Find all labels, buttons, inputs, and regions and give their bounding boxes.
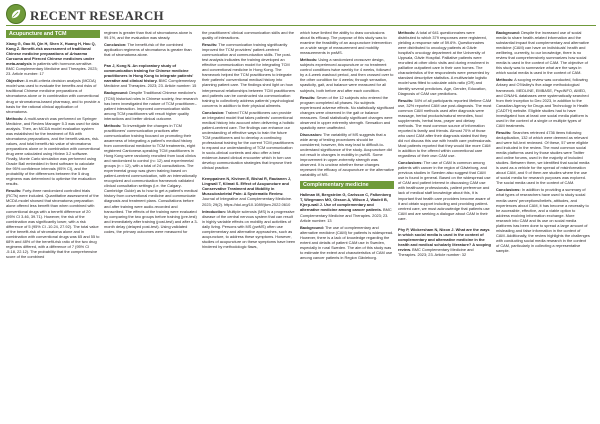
abstract-background: Background: Despite Traditional Chinese medicine's (TCM) historical roles in Chinese society, few research has been investigated the nature of TCM practitioner–patient interaction. Improved communication skills among TCM practitioners will result higher quality interactions and better clinical outcome.: [104, 90, 198, 121]
abstract-continued: the practitioners' clinical communication skills and the quality of interactions.: [202, 30, 294, 41]
abstract-results: Results: Seven of the 12 subjects who entered the program completed all phases. No subjects experienced adverse effects. No statistically significant changes were observed in the gait or balance measures. Small statistically significant changes were observed in upper extremity strength. Sensation and spasticity were unaffected.: [300, 94, 394, 130]
abstract-methods: Methods: A total of 641 questionnaires were distributed to which 379 responses were registered, yielding a response rate of 59.6%. Questionnaires were distributed to oncology patients at Gävle hospital's oncology department at the University of Uppsala, Gävle Hospital. Palliative patients were recruited at other clinic visits and during enrolment in palliative outpatient care in their own homes. The characteristics of the respondents were presented by standard descriptive statistics. A multivariate logistic model was fitted to calculate odds ratio (OR) and identify several predictors. Age, Gender, Education, Diagnosis of CAM use predictions.: [398, 30, 490, 96]
citation-2: [104, 63, 198, 88]
abstract-methods: Methods: Using a randomized crossover design, subjects experienced acupuncture or no treatment control conditions twice weekly for 4 weeks, followed by a 4-week washout period, and then crossed over to the other condition for 4 weeks; through sensation, spasticity, gait, and balance were measured for all subjects, both before and after each condition.: [300, 57, 394, 93]
column-5: [398, 30, 492, 420]
abstract-methods: Methods: To investigate the changes in TCM practitioners' communication practices after communication training focused on promoting their awareness of integrating a patient's medical history from conventional medicine to TCM treatments, eight registered Cantonese-speaking TCM practitioners in Hong Kong were randomly recruited from local clinics and randomized to control (n= 12) and experimental groups (n = 12), with a total of 24 consultations. The experimental group was given training based on patient-centred communication, with an internationally recognized and communication framework validated clinical consultation settings (i.e. the Calgary-Cambridge Guide) as to how to get a patient's medical history from conventional medicine and communicate diagnosis and treatment plans. Consultations before and after training were audio-recorded and transcribed. The effects of the training were evaluated by comparing the two groups before training (pre-test) and immediately after training (post-test) and after a 3-month delay (delayed post-test). Using validated codes, the primary outcomes were measured for: [104, 122, 198, 234]
citation-authors: Xiang G, Gao M, Qin H, Shen X, Huang H, Hou Q, Kang Z. Benefit-risk assessment of traditional Chinese medicine preparations of: [6, 41, 96, 57]
abstract-results: Results: Forty-three randomized controlled trials (RCTs) were included. Quantitative assessment of the MCDA model showed that stromatoma preparation alone offered less benefit than when combined with conventional drugs with a benefit difference of 20 (95% CI 3.46, 39.71). However, the risk of the combination was significantly lower, with a risk difference of 5 (95% CI -10.24, 27.92). The total value of the benefit-risk of stromatoma alone and in combination with conventional drugs was 65 and 55 to 68% and 48% of the benefit-risk ratio of the two drug regimens differed, with a difference of 7 (95% CI -5.18, 22.12). The probability that the comprehensive score of the combined: [6, 188, 100, 259]
section-heading-acupuncture: Acupuncture and TCM: [6, 30, 100, 38]
citation-5: [398, 227, 492, 257]
column-6: [496, 30, 590, 420]
abstract-introduction: Introduction: Multiple sclerosis (MS) is a progressive disease of the central nervous system that can result in highly variable effects on mobility and activities of daily living. Persons with MS (pwMS) often use complementary and alternative approaches, such as acupuncture, to address these symptoms. However, studies of acupuncture on these symptoms have been hindered by methodologic flaws,: [202, 208, 296, 249]
citation-authors: Phy P, Wickersham N, Nixon J. What are the ways in which social media is used in the context of complementary and alternative medicine in the health and medical scholarly literature? A scoping review.: [398, 226, 491, 252]
page-header: [0, 0, 600, 30]
citation-italic: Arisaema: [69, 51, 88, 57]
citation-source: in patients with hormone-sensitive. BMC Complementary Medicine and Therapies. 2023; 23. Article number: 17: [6, 61, 98, 77]
citation-authors: Pan J, Kong N. An exploratory study of communication training for Chinese medicine practitioners in Hong Kong to integrate patients' narrative and clinical history.: [104, 63, 194, 84]
abstract-methods: Methods: A scoping review was conducted, following Arksey and O'Malley's five-stage methodological framework. MEDLINE, EMBASE, PsycINFO, AMED, and CINAHL databases were systematically searched from their inception to Dec 2023, in addition to the Canadian Agency for Drugs and Technology in Health (CADTH) website. Eligible studies had to have investigated how at least one social media platform is used in the context of a single or multiple types of CAM treatments.: [496, 77, 589, 128]
citation-source: BMC Complementary Medicine and Therapies. 2023; 23. Article number: 32: [398, 246, 474, 257]
abstract-results: Results: The communication training significantly improved the TCM providers' patient-centred communication and communication skills. The post-test analysis indicates the training developed an effective communication model for integrating TCM and conventional medicine in Hong Kong. The framework helped the TCM practitioners to integrate their patients' conventional medical history into planning patient care. The findings shed light on how interpersonal relationships between TCM practitioners and patients can be constructed via communication training to collectively address patients' psychological concerns in addition to their physical ailments.: [202, 42, 295, 108]
abstract-results: Results: Searches retrieved 4736 items following deduplication, 132 of which were deemed as relevant and were full-text reviewed. Of these, 57 were eligible and included in the review. The most common social media platforms used by those studies were Twitter and online forums, used in the majority of included studies. Between them, we identified that social media is used as a vehicle for the spread of misinformation about CAM, and 9 of them are studies where the use of social media for research purposes was explored. The social media used in the context of CAM.: [496, 129, 590, 186]
citation-3: [202, 176, 296, 206]
column-3: [202, 30, 296, 420]
citation-title: Curcuma and Pierced Chinese medicines under meta-analysis: [6, 56, 95, 67]
citation-authors: Hallman M, Bergström G, Carlsson C, Falkenberg T, Wiegmann MG, Olsson A, Wilson J, Wadell B, Kjerp-wall J. Use of complementary and alternative medicine among cancer patients.: [300, 192, 392, 213]
abstract-background: Background: The use of complementary and alternative medicine (CAM) for patients is widespread. However, there is a lack of knowledge regarding the extent and details of patient CAM use in Sweden, especially in rural Sweden. The aim of this study was to estimate the extent and characteristics of CAM use among cancer patients in Region Gävleborg.: [300, 224, 394, 260]
citation-1: [6, 41, 100, 76]
abstract-conclusions: Conclusions: In addition to providing a summary of what types of researchers have used to study social media users' perceptions/beliefs, attitudes, and experiences about CAM, it has become a necessity to be accessible, effective, and a viable option to address evolving information exchange. More research into CAM and its use on social media platforms has been done to spread a large amount of misleading and false information in the context of CAM. Additionally, the review highlights the challenges with conducting social media research in the context of CAM, particularly in collecting a representative sample.: [496, 187, 590, 253]
citation-authors: Kemppainen N, Kivinen E, Bishal R, Rautanen J, Lingwall T, Klimat S. Effect of Acupuncture and Conservative Treatment and Mobility in Musculoskeletal Pain: A Systematic Review.: [202, 176, 292, 197]
citation-source: BMC Complementary Medicine and Therapies. 2023; 23. Article number: 13: [300, 207, 392, 223]
citation-source: BMC Complementary Medicine and Therapies. 2023; 23. Article number: 15: [104, 78, 197, 89]
abstract-discussion: Discussion: The variability of MS suggests that a wide array of testing procedures should be considered; however, this may lead to difficult-to-understand significance of the study. Acupuncture did not result in changes in mobility in pwMS. Some improvement in upper-extremity strength was observed. It is unclear whether these changes represent the efficacy of acupuncture or the alternative variability of MS.: [300, 131, 394, 178]
leaf-logo-icon: [6, 4, 26, 24]
abstract-background: Background: Despite the increased use of social media to share health-related information and the substantial impact that complementary and alternative medicine (CAM) can have on individuals' health and wellbeing, currently, to our knowledge, there is no review that comprehensively summarizes how social media is used in the context of CAM. The objective of this study was to summarize what are the ways in which social media is used in the context of CAM.: [496, 30, 589, 76]
section-heading-complementary: Complementary medicine: [300, 181, 394, 189]
abstract-conclusion: Conclusion: Trained TCM practitioners can provide an integrated model that takes patients' conventional medical history into account when delivering a holistic patient-centred care. The findings can enhance our understanding of effective ways to train the future TCM practitioners and to develop a continuing professional training for the current TCM practitioners to expand our understanding of TCM communication in socio-clinical contexts and also offer a best evidence-based clinical encounter which in turn can develop communication strategies that improve their clinical practice.: [202, 109, 295, 171]
citation-source: Journal of Integrative and Complementary Medicine. 2023; 29(2). https://doi.org/10.1089/jicm.2022.0610: [202, 196, 293, 207]
abstract-objective: Objective: A multi-criteria decision analysis (MCDA) model was used to evaluate the benefits and risks of traditional Chinese medicine preparations of stromatoma alone or in combination with conventional drug or stromatoma-based pharmacy, and to provide a basis for the rational clinical application of stromatoma.: [6, 78, 100, 114]
citation-4: [300, 192, 394, 222]
abstract-conclusions: Conclusions: The use of CAM is common among patients with cancer in the region of Gävleborg, and previous studies in Sweden also suggest that CAM use is found in general. Based on the widespread use of CAM and patient interest in discussing CAM use with healthcare professionals, patient preference and lack of medical staff knowledge about this, it is important that health care providers become aware of it and obtain support including and providing patient-centred care, we must acknowledge that patients use CAM and are seeking a dialogue about CAM in their care.: [398, 160, 491, 221]
page-title: RECENT RESEARCH: [30, 8, 164, 23]
column-1: [6, 30, 100, 420]
column-2: [104, 30, 198, 420]
column-4: [300, 30, 394, 420]
abstract-continued: regimen is greater than that of stromatoma alone is 99.1%, and the evaluation was steady.: [104, 30, 193, 41]
abstract-conclusion: Conclusion: The benefit-risk of the combined application regimens of stromatoma is greater than that of stromatoma alone.: [104, 42, 192, 58]
header-divider: [6, 25, 596, 26]
abstract-results: Results: 54% of all participants reported lifetime CAM use, 32% reported CAM use post-diagnosis. The most common CAM methods used after diagnosis were massage, herbal products/natural remedies, food supplements, herbal teas, prayer and dietary methods. The most common source of information reported is family and friends. Almost 70% of those who used CAM after their diagnosis stated that they did not discuss this use with health care professionals. Most patients reported that they would like more CAM in addition to the offered within conventional care regardless of their own CAM use.: [398, 97, 492, 159]
leaf-icon: [9, 7, 23, 21]
abstract-methods: Methods: A multi-search was performed on Springer Medicine, and Review Manager 5.3 was used for data analysis. Then, an MCDA model evaluation system was established for the treatment of RA with stromatoma preparations, and the benefit-values, risk-values, and total benefit-risk value of stromatoma preparations alone or in combination with conventional drug were calculated using Hiview 3.2 software. Finally, Monte Carlo simulation was performed using Oracle Ball embedded in fixed software to calculate the 95% confidence intervals (95% CI), and the probability of the differences between the 5 drug regimens was determined to optimise the evaluation results.: [6, 115, 100, 187]
abstract-continued: which have limited the ability to draw conclusions about its efficacy. The purpose of this study was to examine the feasibility of an acupuncture intervention on a wide range of measurement and mobility measurements in pwMS.: [300, 30, 392, 56]
